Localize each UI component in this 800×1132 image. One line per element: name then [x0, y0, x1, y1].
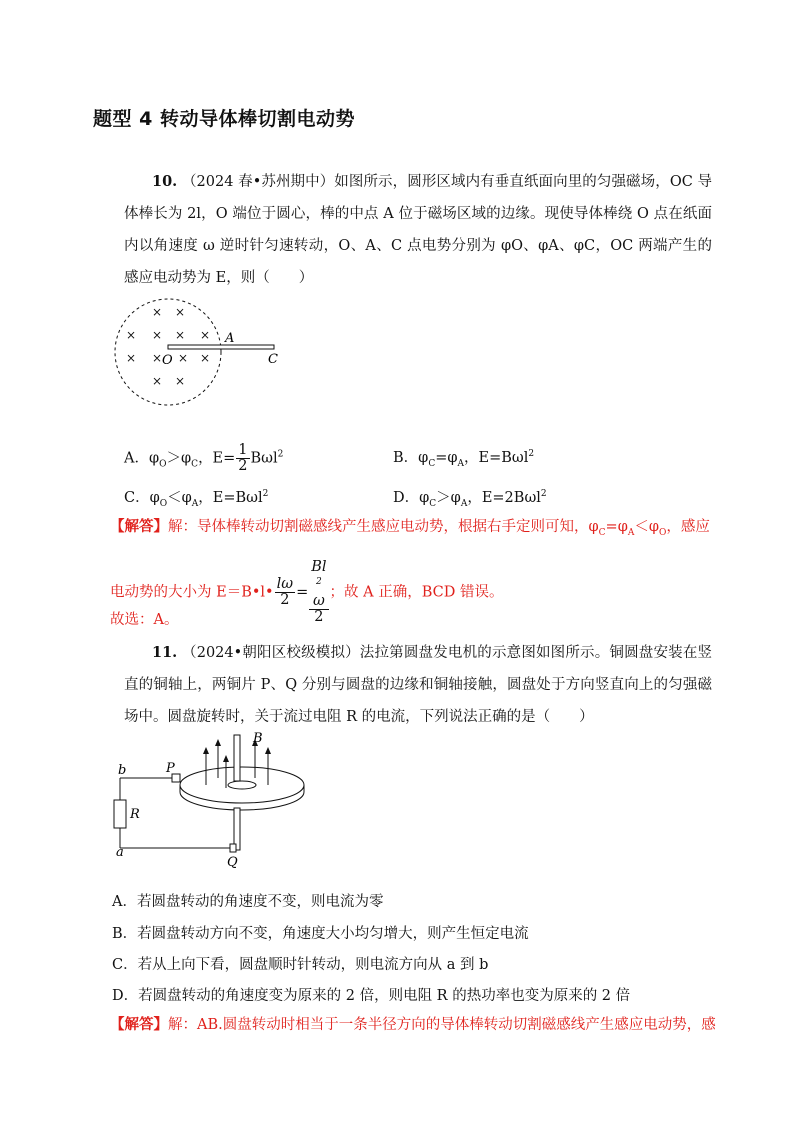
- point-a-label: A: [225, 331, 235, 346]
- field-cross: ×: [175, 374, 186, 388]
- field-cross: ×: [178, 351, 189, 365]
- q10-answer-line2: 电动势的大小为 E＝B•l• $\frac{l\omega}{2}$ = Bl $^2$ ω 2 ；故 A 正确，BCD 错误。: [110, 559, 504, 625]
- q11-figure: [110, 730, 310, 870]
- field-cross: ×: [175, 305, 186, 319]
- q10-option-b[interactable]: B．$\varphi_C=\varphi_A$，E=Bωl$^2$: [393, 449, 535, 469]
- field-cross: ×: [152, 351, 163, 365]
- q11-answer-line1: 【解答】解：AB.圆盘转动时相当于一条半径方向的导体棒转动切割磁感线产生感应电动势，感: [110, 1016, 716, 1033]
- field-cross: ×: [152, 305, 163, 319]
- field-b-label: B: [253, 731, 263, 746]
- question-10-stem: [124, 166, 712, 294]
- q10-figure: [110, 296, 290, 408]
- q10-option-a[interactable]: A．$\varphi_O>\varphi_C$，E= $\frac{1}{2}$ Bωl$^2$: [124, 442, 284, 474]
- field-cross: ×: [152, 328, 163, 342]
- field-cross: ×: [152, 374, 163, 388]
- fraction: $\frac{1}{2}$: [238, 442, 248, 474]
- conductor-rod: [168, 345, 274, 349]
- section-title: 题型 4 转动导体棒切割电动势: [93, 108, 355, 130]
- terminal-a-label: a: [116, 845, 124, 860]
- point-c-label: C: [268, 352, 278, 367]
- brush-q-label: Q: [227, 855, 238, 870]
- q11-option-a[interactable]: A．若圆盘转动的角速度不变，则电流为零: [112, 894, 384, 910]
- question-text: （2024•朝阳区校级模拟）法拉第圆盘发电机的示意图如图所示。铜圆盘安装在竖直的铜轴上，两铜片 P、Q 分别与圆盘的边缘和铜轴接触，圆盘处于方向竖直向上的匀强磁场中。圆盘旋转时，关于流过电阻 R 的电流，下列说法正确的是（ ）: [124, 645, 713, 725]
- field-cross: ×: [126, 328, 137, 342]
- q10-option-d[interactable]: D．$\varphi_C>\varphi_A$，E=2Bωl$^2$: [393, 489, 547, 509]
- copper-disk: [180, 767, 304, 803]
- field-cross: ×: [175, 328, 186, 342]
- q11-option-d[interactable]: D．若圆盘转动的角速度变为原来的 2 倍，则电阻 R 的热功率也变为原来的 2 倍: [112, 988, 631, 1004]
- point-o-label: O: [162, 353, 173, 368]
- brush-q: [230, 844, 236, 852]
- copper-axle: [234, 735, 240, 781]
- question-number: 11.: [152, 644, 178, 661]
- field-cross: ×: [200, 328, 211, 342]
- field-cross: ×: [126, 351, 137, 365]
- terminal-b-label: b: [118, 763, 127, 778]
- brush-p-label: P: [166, 761, 175, 776]
- question-text: （2024 春•苏州期中）如图所示，圆形区域内有垂直纸面向里的匀强磁场，OC 导体棒长为 2l，O 端位于圆心，棒的中点 A 位于磁场区域的边缘。现使导体棒绕 O 点在纸面内以角速度 ω 逆时针匀速转动，O、A、C 点电势分别为 φO、φA、φC，OC 两端产生的感应电动势为 E，则（ ）: [124, 174, 713, 286]
- q11-option-c[interactable]: C．若从上向下看，圆盘顺时针转动，则电流方向从 a 到 b: [112, 957, 489, 973]
- resistor-r: [114, 800, 126, 828]
- fraction: Bl $^2$ ω 2: [311, 559, 327, 625]
- q10-choice: 故选：A。: [110, 612, 179, 628]
- field-cross: ×: [200, 351, 211, 365]
- question-number: 10.: [152, 173, 178, 190]
- q10-option-c[interactable]: C．$\varphi_O<\varphi_A$，E=Bωl$^2$: [124, 489, 269, 509]
- resistor-r-label: R: [130, 807, 140, 822]
- fraction: $\frac{l\omega}{2}$: [276, 575, 294, 608]
- q10-answer-line1: 【解答】解：导体棒转动切割磁感线产生感应电动势，根据右手定则可知，$\varphi_C=\varphi_A<\varphi_O$，感应: [110, 518, 710, 538]
- q11-option-b[interactable]: B．若圆盘转动方向不变，角速度大小均匀增大，则产生恒定电流: [112, 926, 529, 942]
- question-11-stem: [124, 637, 712, 733]
